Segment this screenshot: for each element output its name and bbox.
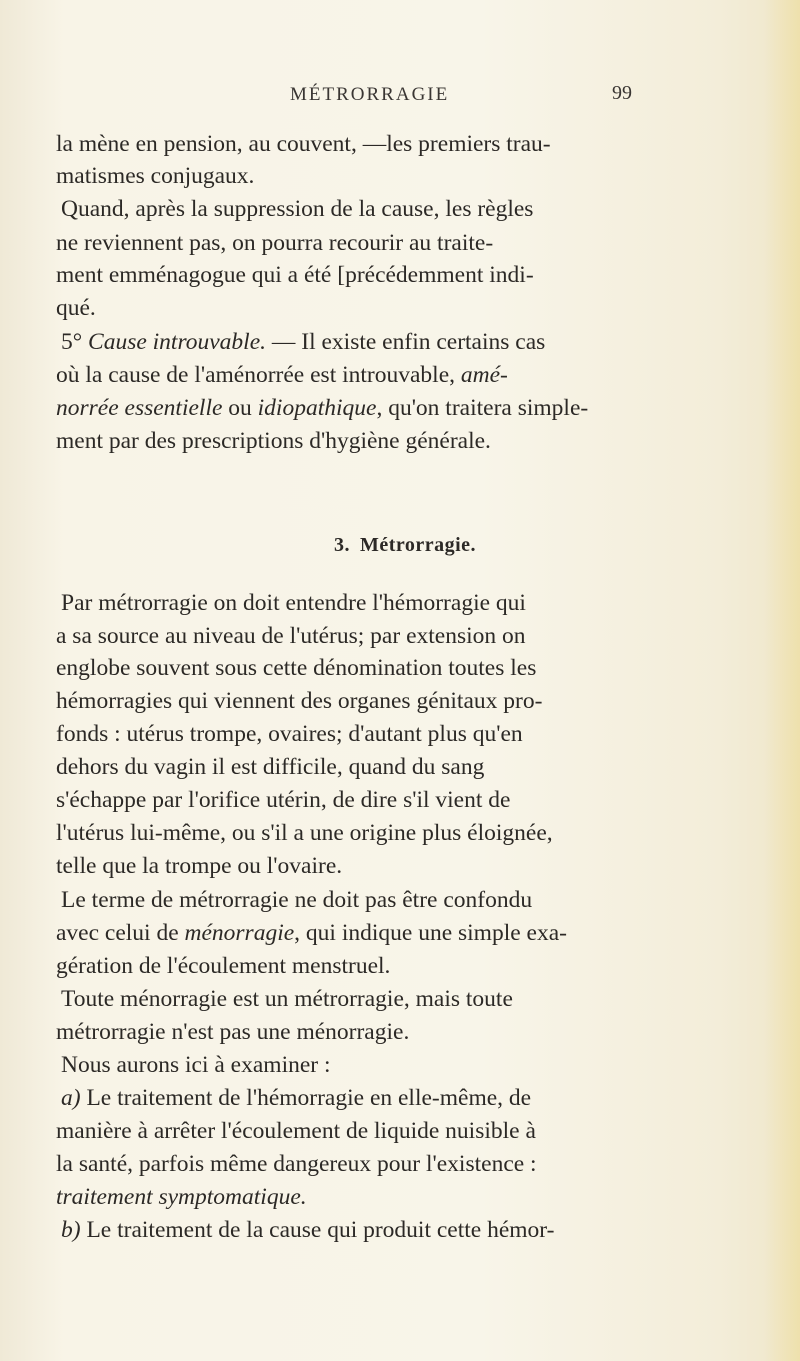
text-line: Par métrorragie on doit entendre l'hémorragie qui bbox=[61, 590, 526, 616]
italic-term: norrée essentielle bbox=[56, 395, 223, 421]
text-line: gération de l'écoulement menstruel. bbox=[56, 953, 391, 979]
text-line: hémorragies qui viennent des organes génitaux pro- bbox=[56, 688, 543, 714]
text-line: ne reviennent pas, on pourra recourir au traite- bbox=[56, 230, 494, 256]
text-line: qué. bbox=[56, 295, 96, 321]
list-label: b) bbox=[61, 1217, 81, 1243]
section-heading bbox=[0, 529, 800, 562]
list-label: a) bbox=[61, 1085, 81, 1111]
italic-term: traitement symptomatique. bbox=[56, 1184, 307, 1210]
text-line: matismes conjugaux. bbox=[56, 163, 255, 189]
text-line bbox=[56, 917, 567, 950]
text-line: Le terme de métrorragie ne doit pas être confondu bbox=[61, 887, 533, 913]
subsection-title: Cause introuvable. bbox=[88, 329, 267, 355]
page-header bbox=[0, 84, 800, 114]
section-title: Métrorragie. bbox=[359, 534, 477, 556]
text-span: où la cause de l'aménorrée est introuvable, bbox=[56, 362, 455, 388]
text-line: englobe souvent sous cette dénomination toutes les bbox=[56, 655, 537, 681]
text-line bbox=[61, 326, 545, 359]
page-edge-shadow bbox=[764, 0, 800, 1361]
text-line: la mène en pension, au couvent, —les premiers trau- bbox=[56, 131, 551, 157]
text-line: Nous aurons ici à examiner : bbox=[61, 1052, 331, 1078]
text-line bbox=[56, 1181, 307, 1214]
text-line bbox=[56, 359, 508, 392]
text-span: Le traitement de l'hémorragie en elle-même, de bbox=[86, 1085, 532, 1111]
italic-term: idiopathique bbox=[257, 395, 377, 421]
text-span: , qu'on traitera simple- bbox=[376, 395, 589, 421]
text-span: , qui indique une simple exa- bbox=[294, 920, 567, 946]
running-title: MÉTRORRAGIE bbox=[290, 84, 450, 105]
text-span: avec celui de bbox=[56, 920, 179, 946]
text-line: s'échappe par l'orifice utérin, de dire s'il vient de bbox=[56, 787, 511, 813]
text-span: — Il existe enfin certains cas bbox=[271, 329, 546, 355]
text-line bbox=[61, 1082, 531, 1115]
text-span: Le traitement de la cause qui produit cette hémor- bbox=[86, 1217, 555, 1243]
section-number: 3. bbox=[333, 534, 350, 556]
text-line: métrorragie n'est pas une ménorragie. bbox=[56, 1019, 410, 1045]
text-line bbox=[56, 392, 588, 425]
text-line: l'utérus lui-même, ou s'il a une origine plus éloignée, bbox=[56, 820, 553, 846]
text-span: ou bbox=[228, 395, 252, 421]
text-line bbox=[61, 1214, 554, 1247]
italic-term: ménorragie bbox=[184, 920, 295, 946]
text-line: ment emménagogue qui a été [précédemment indi- bbox=[56, 262, 534, 288]
text-line: Toute ménorragie est un métrorragie, mais toute bbox=[61, 986, 513, 1012]
text-line: la santé, parfois même dangereux pour l'existence : bbox=[56, 1151, 537, 1177]
text-line: manière à arrêter l'écoulement de liquide nuisible à bbox=[56, 1118, 536, 1144]
italic-term: amé- bbox=[460, 362, 508, 388]
text-line: ment par des prescriptions d'hygiène générale. bbox=[56, 428, 491, 454]
text-line: telle que la trompe ou l'ovaire. bbox=[56, 853, 343, 879]
page-number: 99 bbox=[612, 82, 632, 104]
text-line: Quand, après la suppression de la cause, les règles bbox=[61, 196, 534, 222]
text-line: fonds : utérus trompe, ovaires; d'autant plus qu'en bbox=[56, 721, 523, 747]
text-line: dehors du vagin il est difficile, quand du sang bbox=[56, 754, 485, 780]
text-line: a sa source au niveau de l'utérus; par extension on bbox=[56, 623, 526, 649]
list-number: 5° bbox=[61, 329, 83, 355]
